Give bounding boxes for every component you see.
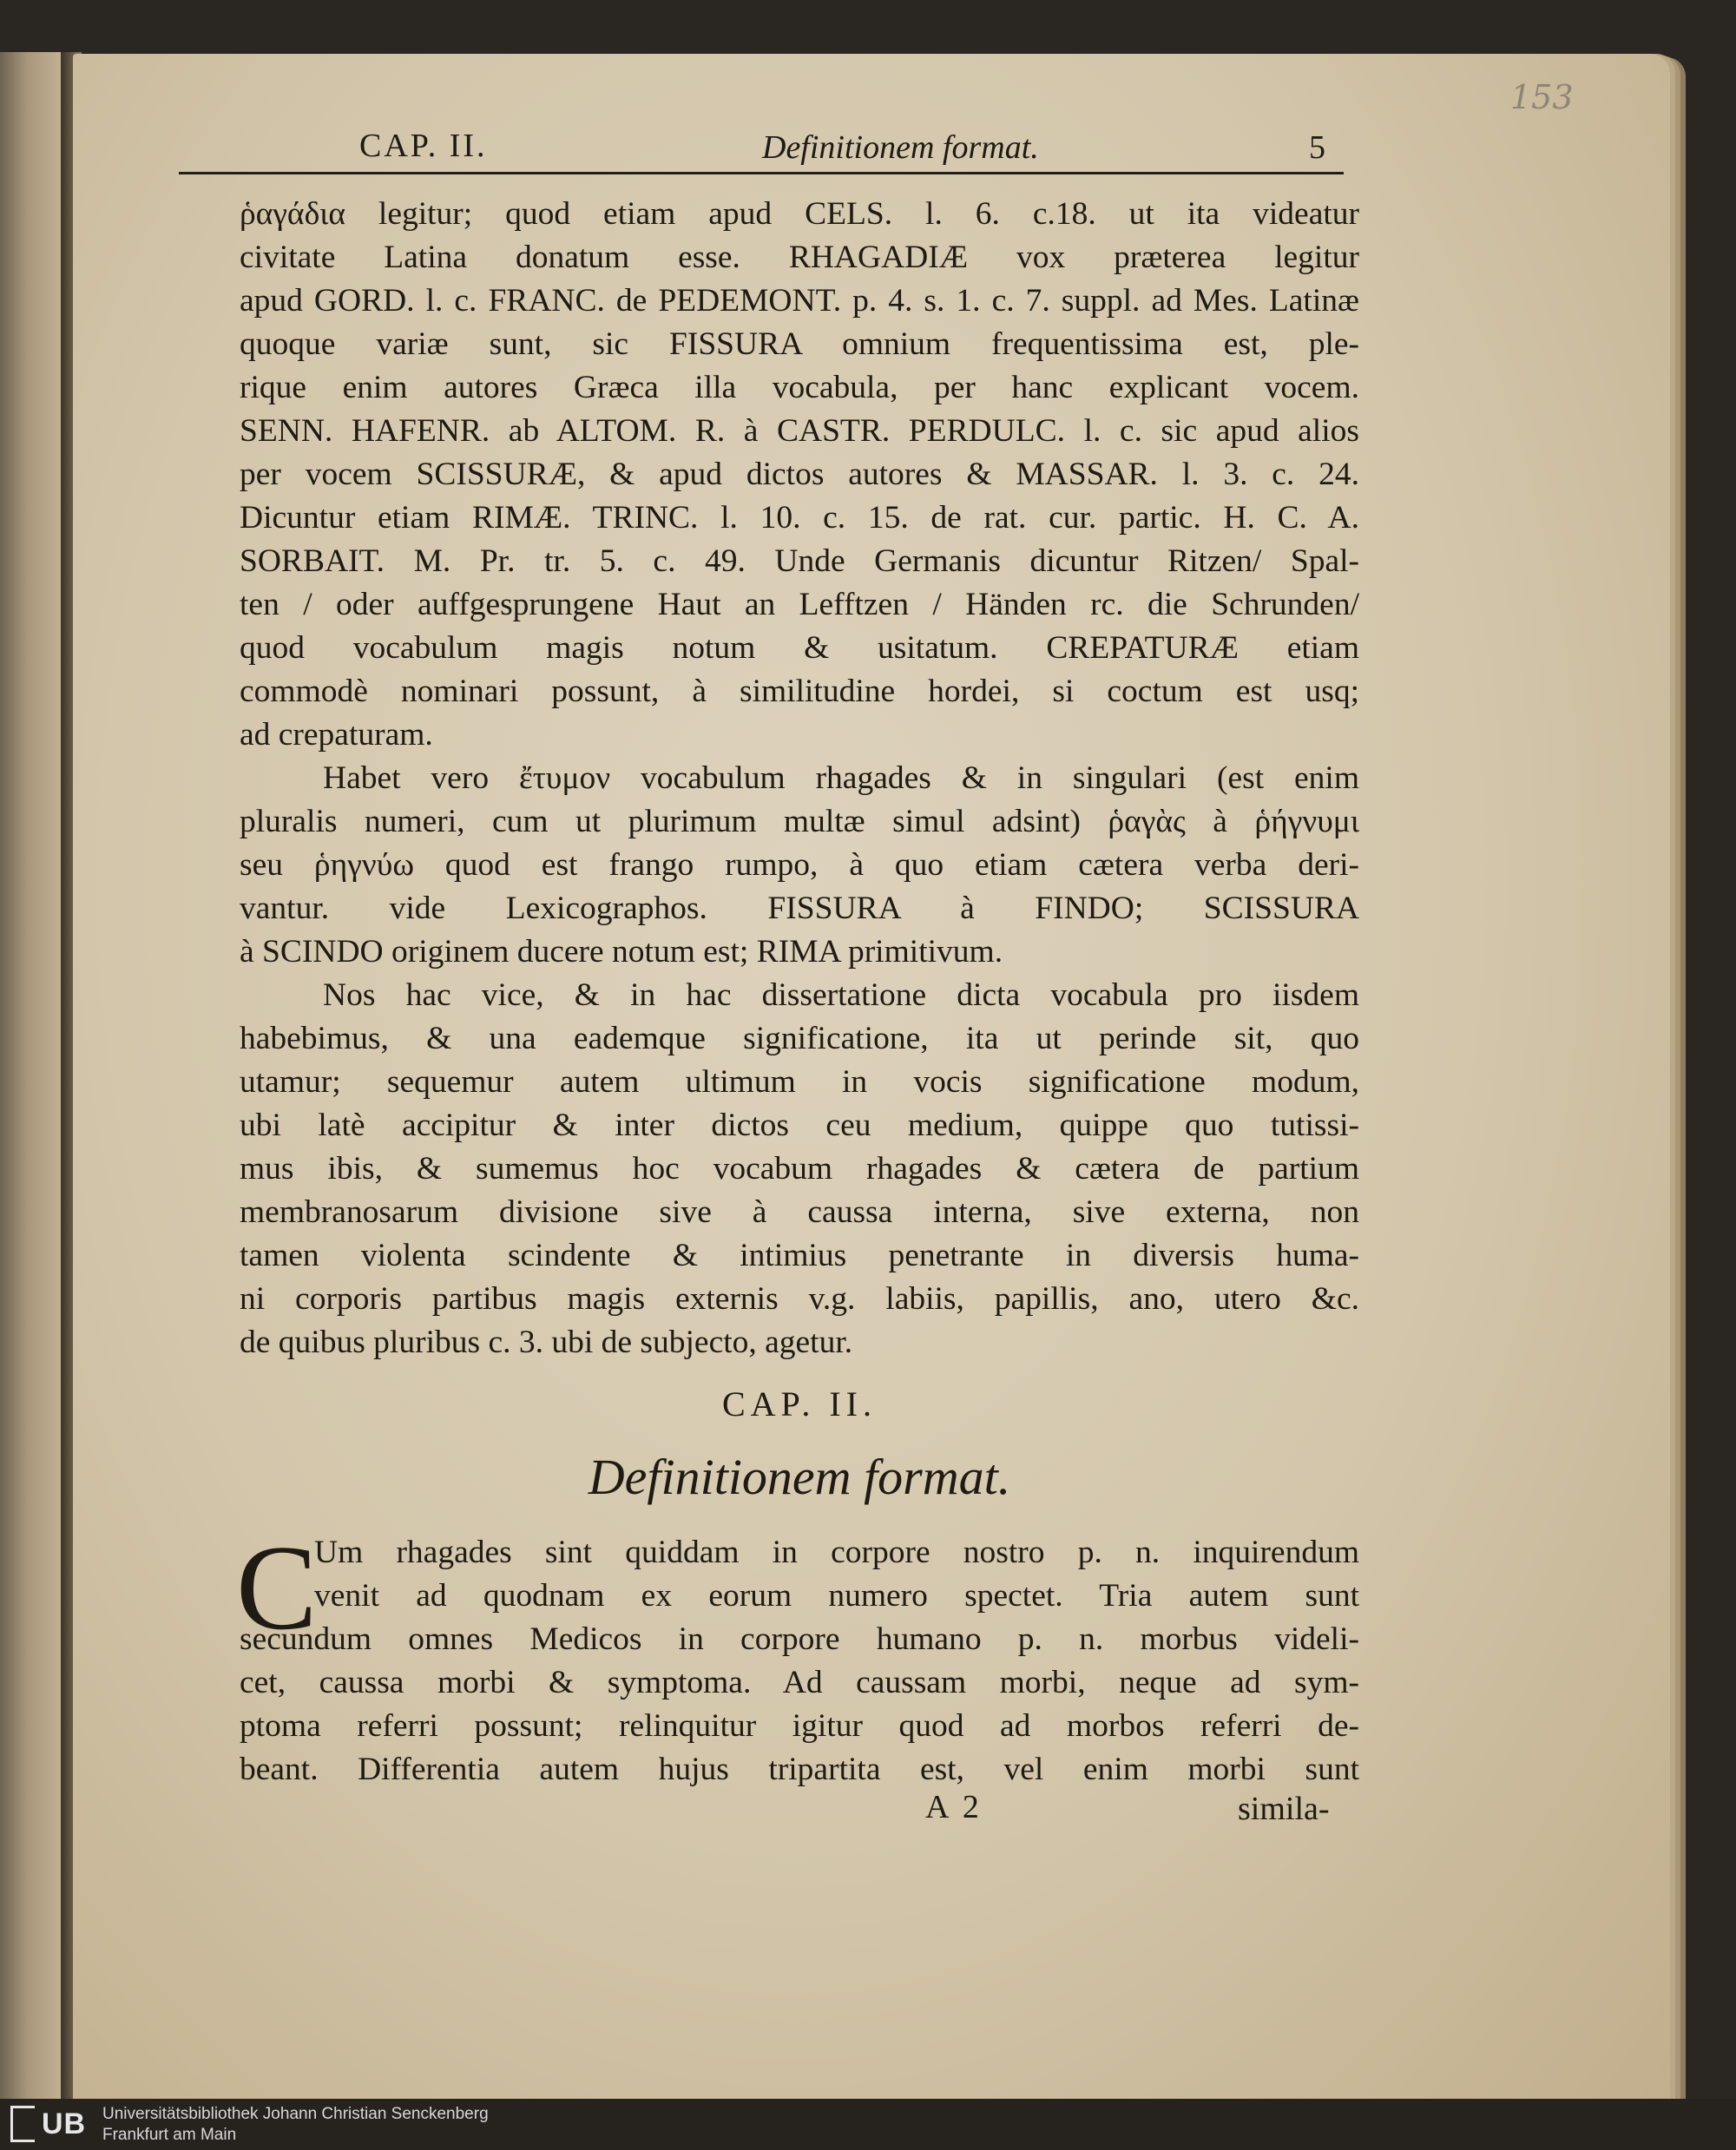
text-line: habebimus, & una eademque significatione, ita ut perinde sit, quo — [240, 1021, 1359, 1056]
facing-page-edge — [0, 52, 68, 2127]
text-line: Habet vero ἔτυμον vocabulum rhagades & in singulari (est enim — [323, 760, 1359, 796]
chapter-title: Definitionem format. — [588, 1449, 1011, 1505]
text-line: SORBAIT. M. Pr. tr. 5. c. 49. Unde Germanis dicuntur Ritzen/ Spal- — [240, 543, 1359, 579]
library-name — [102, 2104, 489, 2146]
chapter-label: CAP. II. — [721, 1384, 878, 1423]
signature-mark: A 2 — [925, 1789, 983, 1825]
text-line: quoque variæ sunt, sic FISSURA omnium frequentissima est, ple- — [240, 326, 1359, 362]
text-line: commodè nominari possunt, à similitudine hordei, si coctum est usq; — [240, 674, 1359, 709]
text-line: seu ῥηγνύω quod est frango rumpo, à quo etiam cætera verba deri- — [240, 847, 1359, 883]
text-line: à SCINDO originem ducere notum est; RIMA primitivum. — [240, 934, 1003, 970]
text-line: membranosarum divisione sive à caussa interna, sive externa, non — [240, 1194, 1359, 1230]
paragraph-2 — [240, 757, 1359, 974]
page-number: 5 — [1309, 129, 1325, 166]
text-line: pluralis numeri, cum ut plurimum multæ simul adsint) ῥαγὰς à ῥήγνυμι — [240, 804, 1359, 839]
text-line: secundum omnes Medicos in corpore humano p. n. morbus videli- — [240, 1621, 1359, 1657]
handwritten-folio-number: 153 — [1510, 78, 1574, 116]
running-head — [179, 90, 1344, 177]
drop-cap-initial: C — [236, 1521, 318, 1655]
library-logo — [10, 2102, 94, 2146]
text-line: civitate Latina donatum esse. RHAGADIÆ vox præterea legitur — [240, 240, 1359, 275]
library-name-line-1: Universitätsbibliothek Johann Christian Senckenberg — [102, 2105, 489, 2123]
text-line: ῥαγάδια legitur; quod etiam apud CELS. l. 6. c.18. ut ita videatur — [240, 196, 1359, 232]
text-line: tamen violenta scindente & intimius penetrante in diversis huma- — [240, 1238, 1359, 1273]
text-line: venit ad quodnam ex eorum numero spectet. Tria autem sunt — [314, 1578, 1359, 1614]
text-line: de quibus pluribus c. 3. ubi de subjecto, agetur. — [240, 1325, 853, 1360]
logo-bracket-icon — [10, 2106, 35, 2142]
text-line: ptoma referri possunt; relinquitur igitur quod ad morbos referri de- — [240, 1708, 1359, 1744]
text-line: utamur; sequemur autem ultimum in vocis significatione modum, — [240, 1064, 1359, 1100]
text-line: quod vocabulum magis notum & usitatum. CREPATURÆ etiam — [240, 630, 1359, 666]
text-line: rique enim autores Græca illa vocabula, per hanc explicant vocem. — [240, 370, 1359, 405]
catchword: simila- — [1238, 1791, 1330, 1827]
running-head-chapter: CAP. II. — [359, 128, 488, 164]
text-line: mus ibis, & sumemus hoc vocabum rhagades & cætera de partium — [240, 1151, 1359, 1187]
text-line: SENN. HAFENR. ab ALTOM. R. à CASTR. PERDULC. l. c. sic apud alios — [240, 413, 1359, 449]
text-line: Dicuntur etiam RIMÆ. TRINC. l. 10. c. 15. de rat. cur. partic. H. C. A. — [240, 500, 1359, 536]
library-name-line-2: Frankfurt am Main — [102, 2126, 237, 2144]
text-line: ten / oder auffgesprungene Haut an Lefftzen / Händen rc. die Schrunden/ — [240, 587, 1359, 622]
text-line: vantur. vide Lexicographos. FISSURA à FINDO; SCISSURA — [240, 891, 1359, 926]
running-head-title: Definitionem format. — [762, 129, 1039, 166]
text-line: Um rhagades sint quiddam in corpore nostro p. n. inquirendum — [314, 1535, 1359, 1570]
text-line: Nos hac vice, & in hac dissertatione dicta vocabula pro iisdem — [323, 977, 1359, 1013]
logo-text: UB — [42, 2107, 87, 2140]
chapter-paragraph — [240, 1531, 1359, 1792]
paragraph-1 — [240, 193, 1359, 757]
text-line: ad crepaturam. — [240, 717, 433, 753]
text-line: ubi latè accipitur & inter dictos ceu medium, quippe quo tutissi- — [240, 1108, 1359, 1143]
head-rule — [179, 172, 1344, 174]
text-line: ni corporis partibus magis externis v.g. labiis, papillis, ano, utero &c. — [240, 1281, 1359, 1317]
text-line: per vocem SCISSURÆ, & apud dictos autores & MASSAR. l. 3. c. 24. — [240, 457, 1359, 492]
text-line: cet, caussa morbi & symptoma. Ad caussam morbi, neque ad sym- — [240, 1665, 1359, 1700]
text-line: apud GORD. l. c. FRANC. de PEDEMONT. p. 4. s. 1. c. 7. suppl. ad Mes. Latinæ — [240, 283, 1359, 319]
text-line: beant. Differentia autem hujus tripartita est, vel enim morbi sunt — [240, 1752, 1359, 1787]
paragraph-3 — [240, 974, 1359, 1364]
